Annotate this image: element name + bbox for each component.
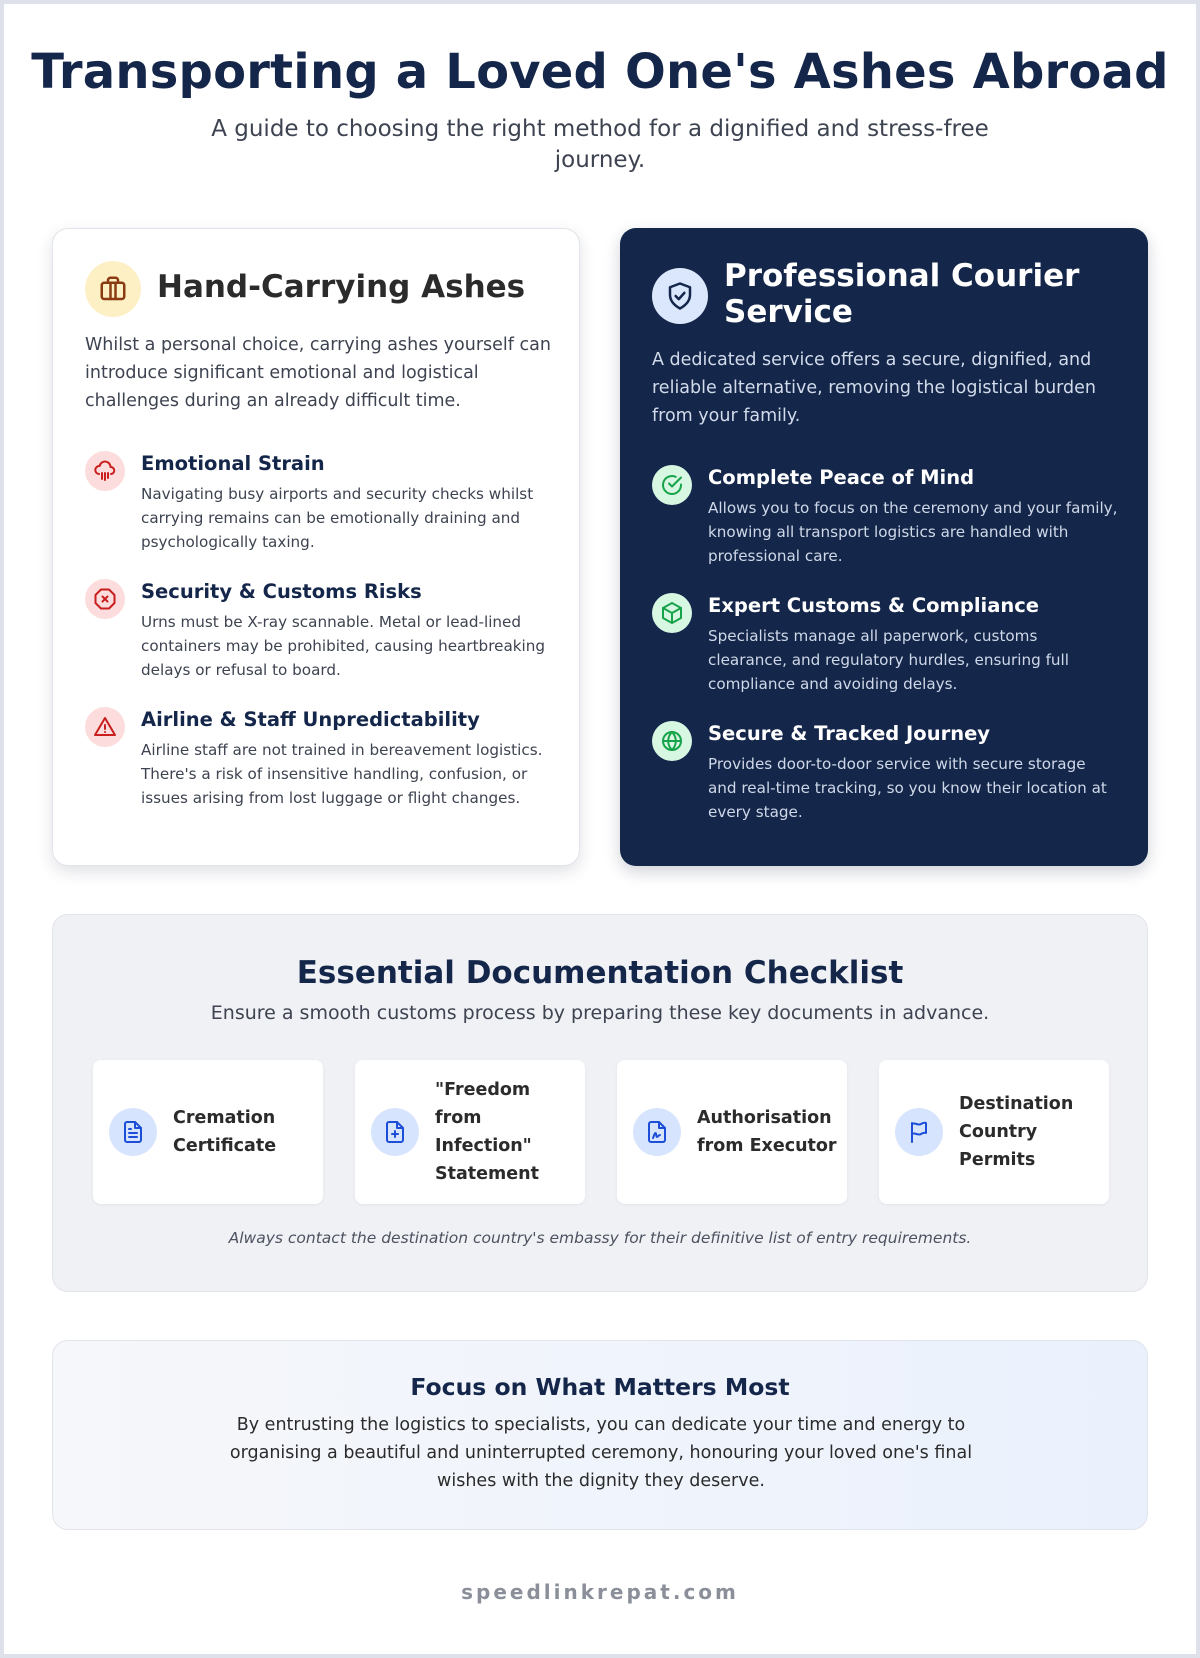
benefit-title: Complete Peace of Mind [708,466,975,489]
courier-card [620,228,1148,866]
courier-title: Professional Courier Service [724,258,1080,330]
checklist-item [355,1060,585,1204]
focus-text: By entrusting the logistics to specialists, you can dedicate your time and energy to organising a beautiful and uninterrupted ceremony, honouring your loved one's final wishes with the dignity they deserve. [229,1415,973,1491]
briefcase-icon [85,261,141,317]
hand-carry-card [52,228,580,866]
rain-cloud-icon [85,451,125,491]
package-icon [652,593,692,633]
benefit-text: Specialists manage all paperwork, customs clearance, and regulatory hurdles, ensuring full compliance and avoiding delays. [708,627,1069,693]
benefit-title: Expert Customs & Compliance [708,594,1040,617]
checklist-item [617,1060,847,1204]
warning-triangle-icon [85,707,125,747]
focus-title: Focus on What Matters Most [410,1373,790,1401]
checklist-item [879,1060,1109,1204]
risk-title: Emotional Strain [141,452,325,475]
benefit-text: Allows you to focus on the ceremony and your family, knowing all transport logistics are handled with professional care. [708,499,1118,565]
checklist-item-label: Authorisation from Executor [697,1108,837,1156]
checklist-note: Always contact the destination country's embassy for their definitive list of entry requirements. [228,1229,972,1247]
risk-title: Security & Customs Risks [141,580,422,603]
risk-text: Navigating busy airports and security checks whilst carrying remains can be emotionally draining and psychologically taxing. [141,485,534,551]
benefit-title: Secure & Tracked Journey [708,722,991,745]
page-title: Transporting a Loved One's Ashes Abroad [31,44,1169,100]
x-octagon-icon [85,579,125,619]
check-circle-icon [652,465,692,505]
document-text-icon [109,1108,157,1156]
footer-site-link[interactable]: speedlinkrepat.com [461,1580,739,1604]
globe-icon [652,721,692,761]
checklist-item-label: Destination Country Permits [959,1094,1074,1170]
checklist-item [93,1060,323,1204]
checklist-item-label: Cremation Certificate [173,1108,277,1156]
hand-carry-description: Whilst a personal choice, carrying ashes yourself can introduce significant emotional and logistical challenges during an already difficult time. [85,335,551,411]
shield-check-icon [652,268,708,324]
focus-callout [52,1340,1148,1530]
documentation-checklist [52,914,1148,1292]
document-plus-icon [371,1108,419,1156]
risk-text: Urns must be X-ray scannable. Metal or lead-lined containers may be prohibited, causing heartbreaking delays or refusal to board. [141,613,546,679]
checklist-item-label: "Freedom from Infection" Statement [435,1080,539,1184]
page-subtitle: A guide to choosing the right method for a dignified and stress-free journey. [211,116,989,173]
courier-description: A dedicated service offers a secure, dignified, and reliable alternative, removing the logistical burden from your family. [652,350,1097,426]
risk-title: Airline & Staff Unpredictability [141,708,480,731]
checklist-title: Essential Documentation Checklist [296,955,904,991]
checklist-subtitle: Ensure a smooth customs process by preparing these key documents in advance. [210,1002,990,1024]
benefit-text: Provides door-to-door service with secure storage and real-time tracking, so you know their location at every stage. [708,755,1107,821]
document-signature-icon [633,1108,681,1156]
flag-icon [895,1108,943,1156]
risk-text: Airline staff are not trained in bereavement logistics. There's a risk of insensitive handling, confusion, or issues arising from lost luggage or flight changes. [141,741,543,807]
hand-carry-title: Hand-Carrying Ashes [157,269,526,305]
